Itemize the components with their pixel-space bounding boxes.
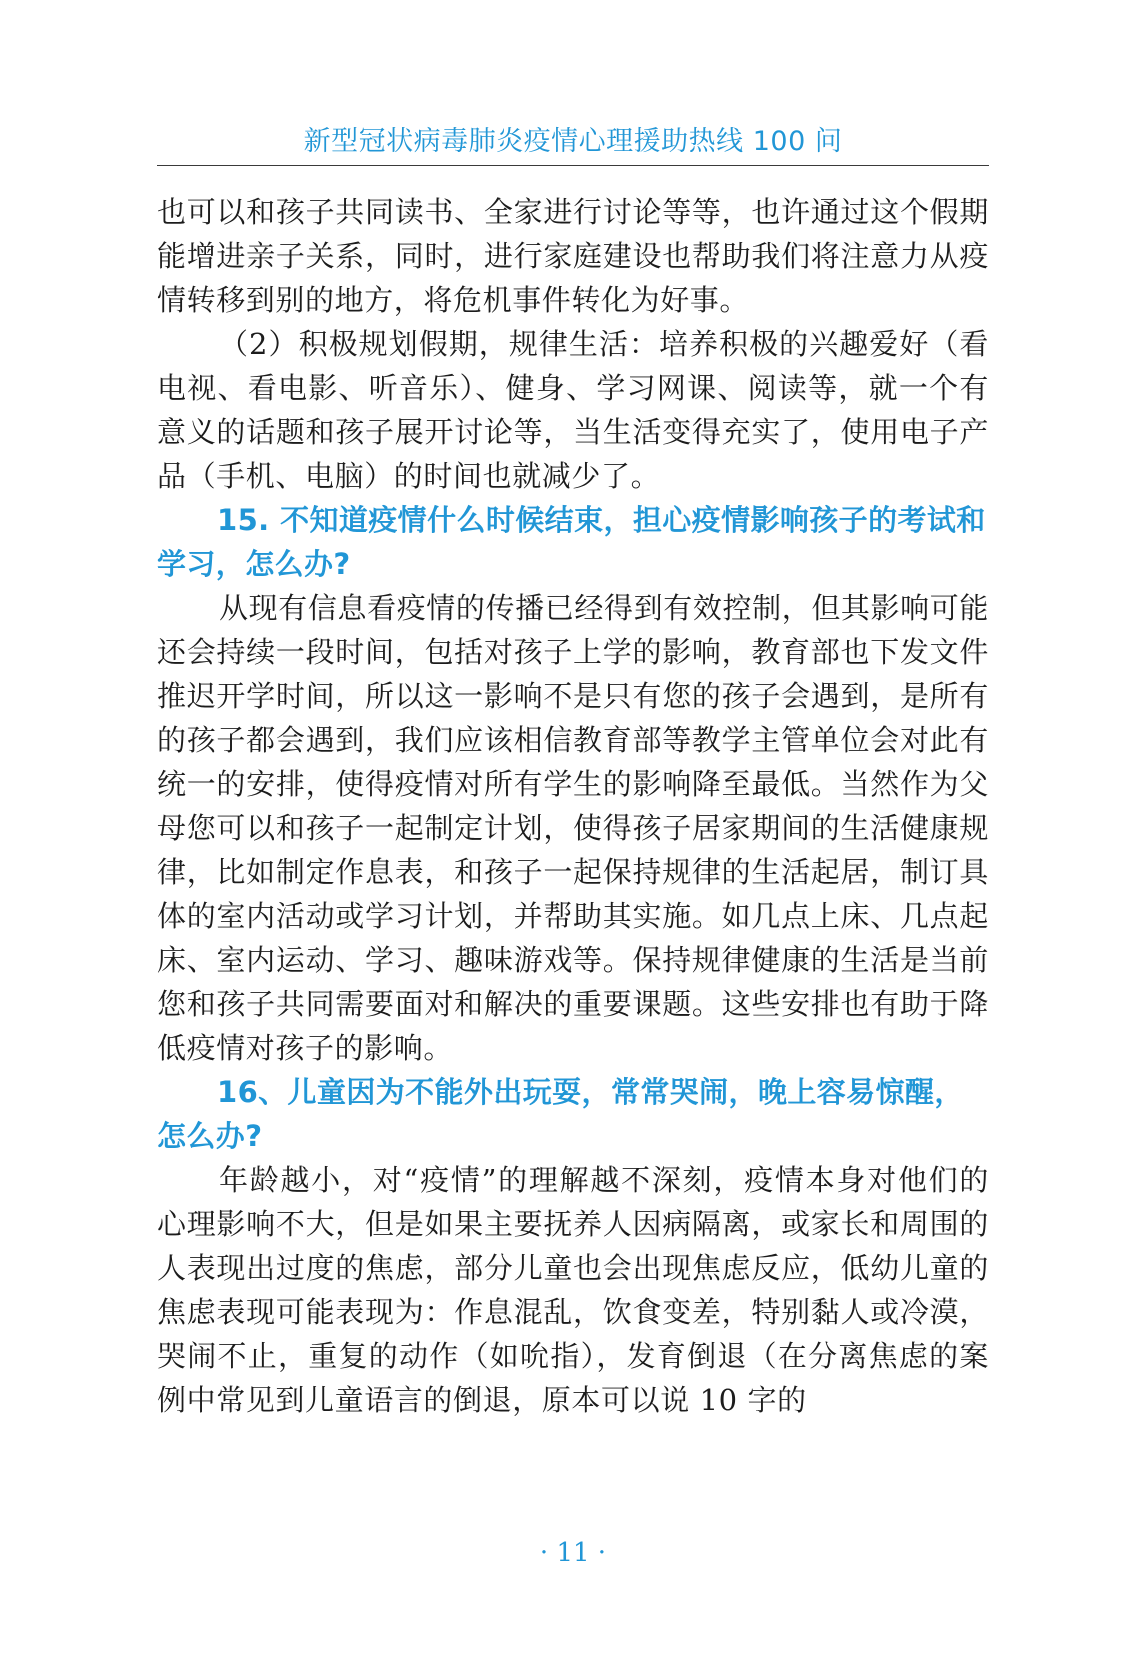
running-header: 新型冠状病毒肺炎疫情心理援助热线 100 问	[303, 126, 843, 157]
page-content	[157, 190, 989, 1422]
paragraph-continued: 也可以和孩子共同读书、全家进行讨论等等，也许通过这个假期能增进亲子关系，同时，进行家庭建设也帮助我们将注意力从疫情转移到别的地方，将危机事件转化为好事。	[157, 195, 989, 317]
header-divider	[157, 165, 989, 166]
question-16-answer: 年龄越小，对“疫情”的理解越不深刻，疫情本身对他们的心理影响不大，但是如果主要抚养人因病隔离，或家长和周围的人表现出过度的焦虑，部分儿童也会出现焦虑反应，低幼儿童的焦虑表现可能表现为：作息混乱，饮食变差，特别黏人或冷漠，哭闹不止，重复的动作（如吮指），发育倒退（在分离焦虑的案例中常见到儿童语言的倒退，原本可以说 10 字的	[157, 1163, 989, 1417]
question-16-heading: 16、儿童因为不能外出玩耍，常常哭闹，晚上容易惊醒，怎么办?	[157, 1075, 964, 1153]
question-15-heading: 15. 不知道疫情什么时候结束，担心疫情影响孩子的考试和学习，怎么办?	[157, 503, 986, 581]
paragraph-point-2: （2）积极规划假期，规律生活：培养积极的兴趣爱好（看电视、看电影、听音乐）、健身、学习网课、阅读等，就一个有意义的话题和孩子展开讨论等，当生活变得充实了，使用电子产品（手机、电脑）的时间也就减少了。	[157, 327, 989, 493]
page-number: · 11 ·	[539, 1538, 607, 1568]
question-15-answer: 从现有信息看疫情的传播已经得到有效控制，但其影响可能还会持续一段时间，包括对孩子上学的影响，教育部也下发文件推迟开学时间，所以这一影响不是只有您的孩子会遇到，是所有的孩子都会遇到，我们应该相信教育部等教学主管单位会对此有统一的安排，使得疫情对所有学生的影响降至最低。当然作为父母您可以和孩子一起制定计划，使得孩子居家期间的生活健康规律，比如制定作息表，和孩子一起保持规律的生活起居，制订具体的室内活动或学习计划，并帮助其实施。如几点上床、几点起床、室内运动、学习、趣味游戏等。保持规律健康的生活是当前您和孩子共同需要面对和解决的重要课题。这些安排也有助于降低疫情对孩子的影响。	[157, 591, 989, 1065]
